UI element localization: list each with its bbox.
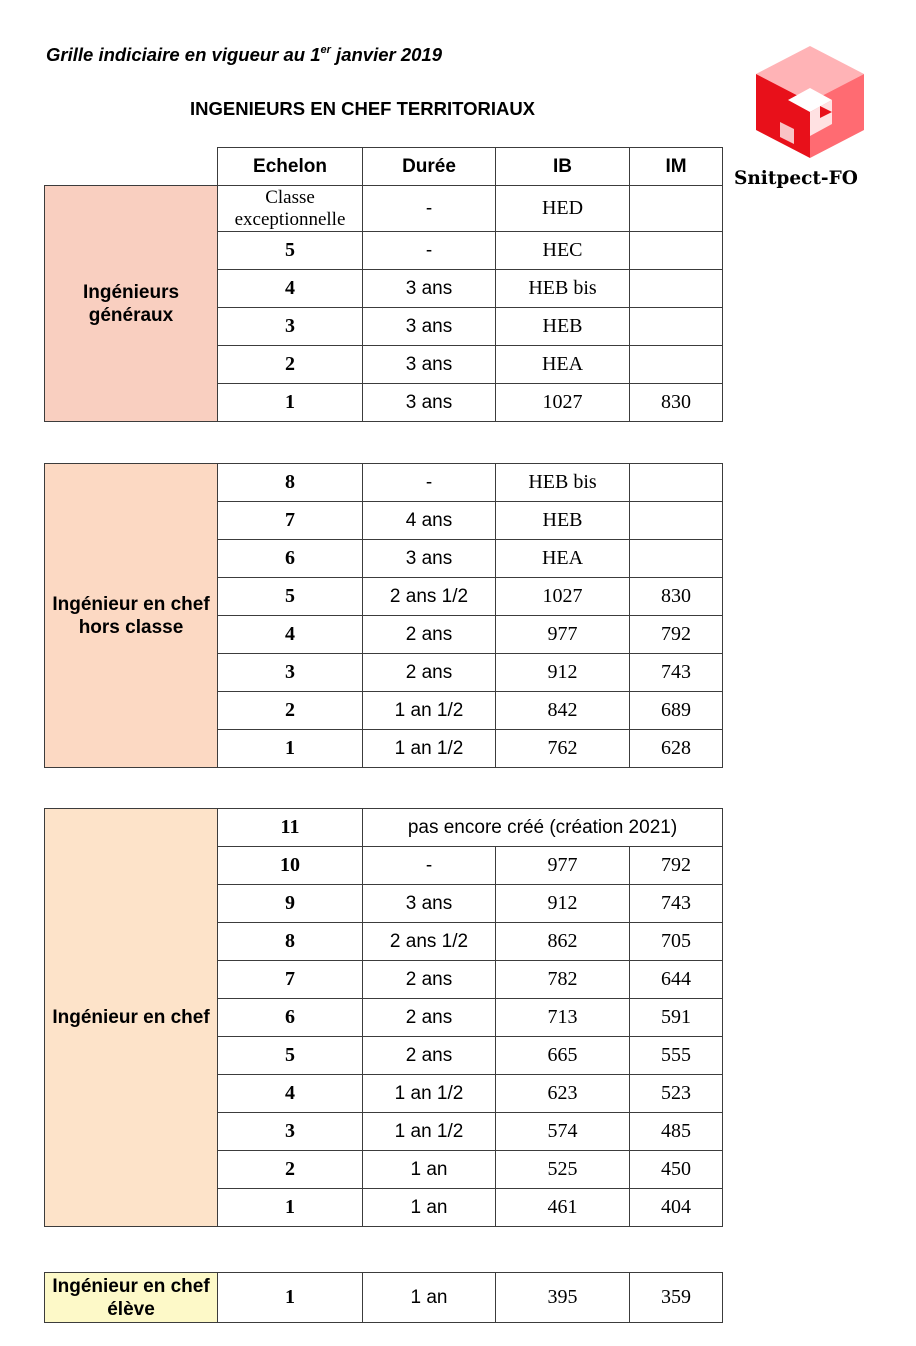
duree-cell: 1 an	[363, 1273, 496, 1323]
duree-cell: 3 ans	[363, 885, 496, 923]
echelon-cell: 2	[218, 692, 363, 730]
im-cell: 404	[630, 1189, 723, 1227]
ib-cell: HEA	[496, 346, 630, 384]
page-subtitle: INGENIEURS EN CHEF TERRITORIAUX	[190, 98, 536, 119]
ib-cell: 842	[496, 692, 630, 730]
im-cell: 830	[630, 384, 723, 422]
page-title: Grille indiciaire en vigueur au 1er janvier 2019	[46, 44, 443, 65]
echelon-cell: 6	[218, 540, 363, 578]
ib-cell: 862	[496, 923, 630, 961]
duree-cell: 1 an	[363, 1151, 496, 1189]
duree-cell: 1 an 1/2	[363, 1113, 496, 1151]
duree-cell: 1 an 1/2	[363, 1075, 496, 1113]
echelon-cell: 2	[218, 1151, 363, 1189]
im-cell	[630, 502, 723, 540]
echelon-cell: 4	[218, 1075, 363, 1113]
im-cell: 644	[630, 961, 723, 999]
im-cell: 792	[630, 847, 723, 885]
ib-cell: 665	[496, 1037, 630, 1075]
header-echelon: Echelon	[218, 148, 363, 186]
echelon-cell: 4	[218, 616, 363, 654]
ib-cell: 1027	[496, 384, 630, 422]
grade-label: Ingénieur en chef	[45, 809, 218, 1227]
duree-cell: 1 an 1/2	[363, 730, 496, 768]
echelon-cell: 7	[218, 961, 363, 999]
echelon-cell: 10	[218, 847, 363, 885]
im-cell: 743	[630, 654, 723, 692]
duree-cell: -	[363, 186, 496, 232]
im-cell	[630, 308, 723, 346]
duree-cell: 2 ans	[363, 999, 496, 1037]
echelon-cell: 5	[218, 1037, 363, 1075]
echelon-cell: 3	[218, 1113, 363, 1151]
duree-cell: 3 ans	[363, 346, 496, 384]
echelon-cell: 5	[218, 578, 363, 616]
ib-cell: HEB bis	[496, 270, 630, 308]
im-cell: 523	[630, 1075, 723, 1113]
im-cell: 830	[630, 578, 723, 616]
im-cell: 743	[630, 885, 723, 923]
im-cell	[630, 270, 723, 308]
duree-cell: 3 ans	[363, 384, 496, 422]
echelon-cell: 8	[218, 923, 363, 961]
duree-cell: 4 ans	[363, 502, 496, 540]
ib-cell: HEC	[496, 232, 630, 270]
echelon-cell: 3	[218, 308, 363, 346]
echelon-cell: 9	[218, 885, 363, 923]
echelon-cell: 6	[218, 999, 363, 1037]
duree-cell: -	[363, 232, 496, 270]
echelon-cell: 2	[218, 346, 363, 384]
im-cell: 555	[630, 1037, 723, 1075]
im-cell	[630, 540, 723, 578]
im-cell	[630, 232, 723, 270]
ib-cell: HEB	[496, 502, 630, 540]
duree-cell: 2 ans	[363, 961, 496, 999]
table-row	[45, 464, 723, 502]
duree-cell: 2 ans	[363, 616, 496, 654]
ib-cell: 912	[496, 654, 630, 692]
ib-cell: 782	[496, 961, 630, 999]
grid-table-hors-classe	[44, 463, 723, 768]
echelon-cell: Classe exceptionnelle	[218, 186, 363, 232]
grid-table-eleve	[44, 1272, 723, 1323]
duree-cell: 2 ans	[363, 1037, 496, 1075]
duree-cell: 3 ans	[363, 308, 496, 346]
im-cell: 450	[630, 1151, 723, 1189]
grid-table-ingenieur-en-chef	[44, 808, 723, 1227]
ib-cell: HEB	[496, 308, 630, 346]
duree-cell: 2 ans 1/2	[363, 923, 496, 961]
im-cell	[630, 464, 723, 502]
echelon-cell: 8	[218, 464, 363, 502]
duree-cell: 2 ans	[363, 654, 496, 692]
snitpect-logo-text: Snitpect-FO	[734, 168, 858, 189]
echelon-cell: 1	[218, 1189, 363, 1227]
table-row	[45, 186, 723, 232]
im-cell: 591	[630, 999, 723, 1037]
duree-cell: 3 ans	[363, 540, 496, 578]
duree-cell: 2 ans 1/2	[363, 578, 496, 616]
echelon-cell: 1	[218, 730, 363, 768]
ib-cell: 395	[496, 1273, 630, 1323]
header-ib: IB	[496, 148, 630, 186]
ib-cell: HEB bis	[496, 464, 630, 502]
ib-cell: 713	[496, 999, 630, 1037]
note-cell: pas encore créé (création 2021)	[363, 809, 723, 847]
header-duree: Durée	[363, 148, 496, 186]
table-row	[45, 809, 723, 847]
table-row	[45, 1273, 723, 1323]
echelon-cell: 1	[218, 384, 363, 422]
table-header-row	[45, 148, 723, 186]
ib-cell: 977	[496, 616, 630, 654]
echelon-cell: 3	[218, 654, 363, 692]
ib-cell: HED	[496, 186, 630, 232]
echelon-cell: 1	[218, 1273, 363, 1323]
grid-table-ingenieurs-generaux	[44, 147, 723, 422]
ib-cell: 762	[496, 730, 630, 768]
im-cell: 485	[630, 1113, 723, 1151]
ib-cell: 574	[496, 1113, 630, 1151]
im-cell: 689	[630, 692, 723, 730]
echelon-cell: 11	[218, 809, 363, 847]
ib-cell: 1027	[496, 578, 630, 616]
duree-cell: 1 an 1/2	[363, 692, 496, 730]
ib-cell: 525	[496, 1151, 630, 1189]
grade-label: Ingénieurs généraux	[45, 186, 218, 422]
header-im: IM	[630, 148, 723, 186]
ib-cell: HEA	[496, 540, 630, 578]
grade-label: Ingénieur en chef hors classe	[45, 464, 218, 768]
duree-cell: 3 ans	[363, 270, 496, 308]
duree-cell: 1 an	[363, 1189, 496, 1227]
ib-cell: 623	[496, 1075, 630, 1113]
im-cell: 359	[630, 1273, 723, 1323]
echelon-cell: 7	[218, 502, 363, 540]
grade-label: Ingénieur en chef élève	[45, 1273, 218, 1323]
ib-cell: 912	[496, 885, 630, 923]
im-cell: 705	[630, 923, 723, 961]
duree-cell: -	[363, 464, 496, 502]
ib-cell: 461	[496, 1189, 630, 1227]
duree-cell: -	[363, 847, 496, 885]
im-cell: 628	[630, 730, 723, 768]
echelon-cell: 4	[218, 270, 363, 308]
im-cell: 792	[630, 616, 723, 654]
im-cell	[630, 346, 723, 384]
ib-cell: 977	[496, 847, 630, 885]
echelon-cell: 5	[218, 232, 363, 270]
im-cell	[630, 186, 723, 232]
